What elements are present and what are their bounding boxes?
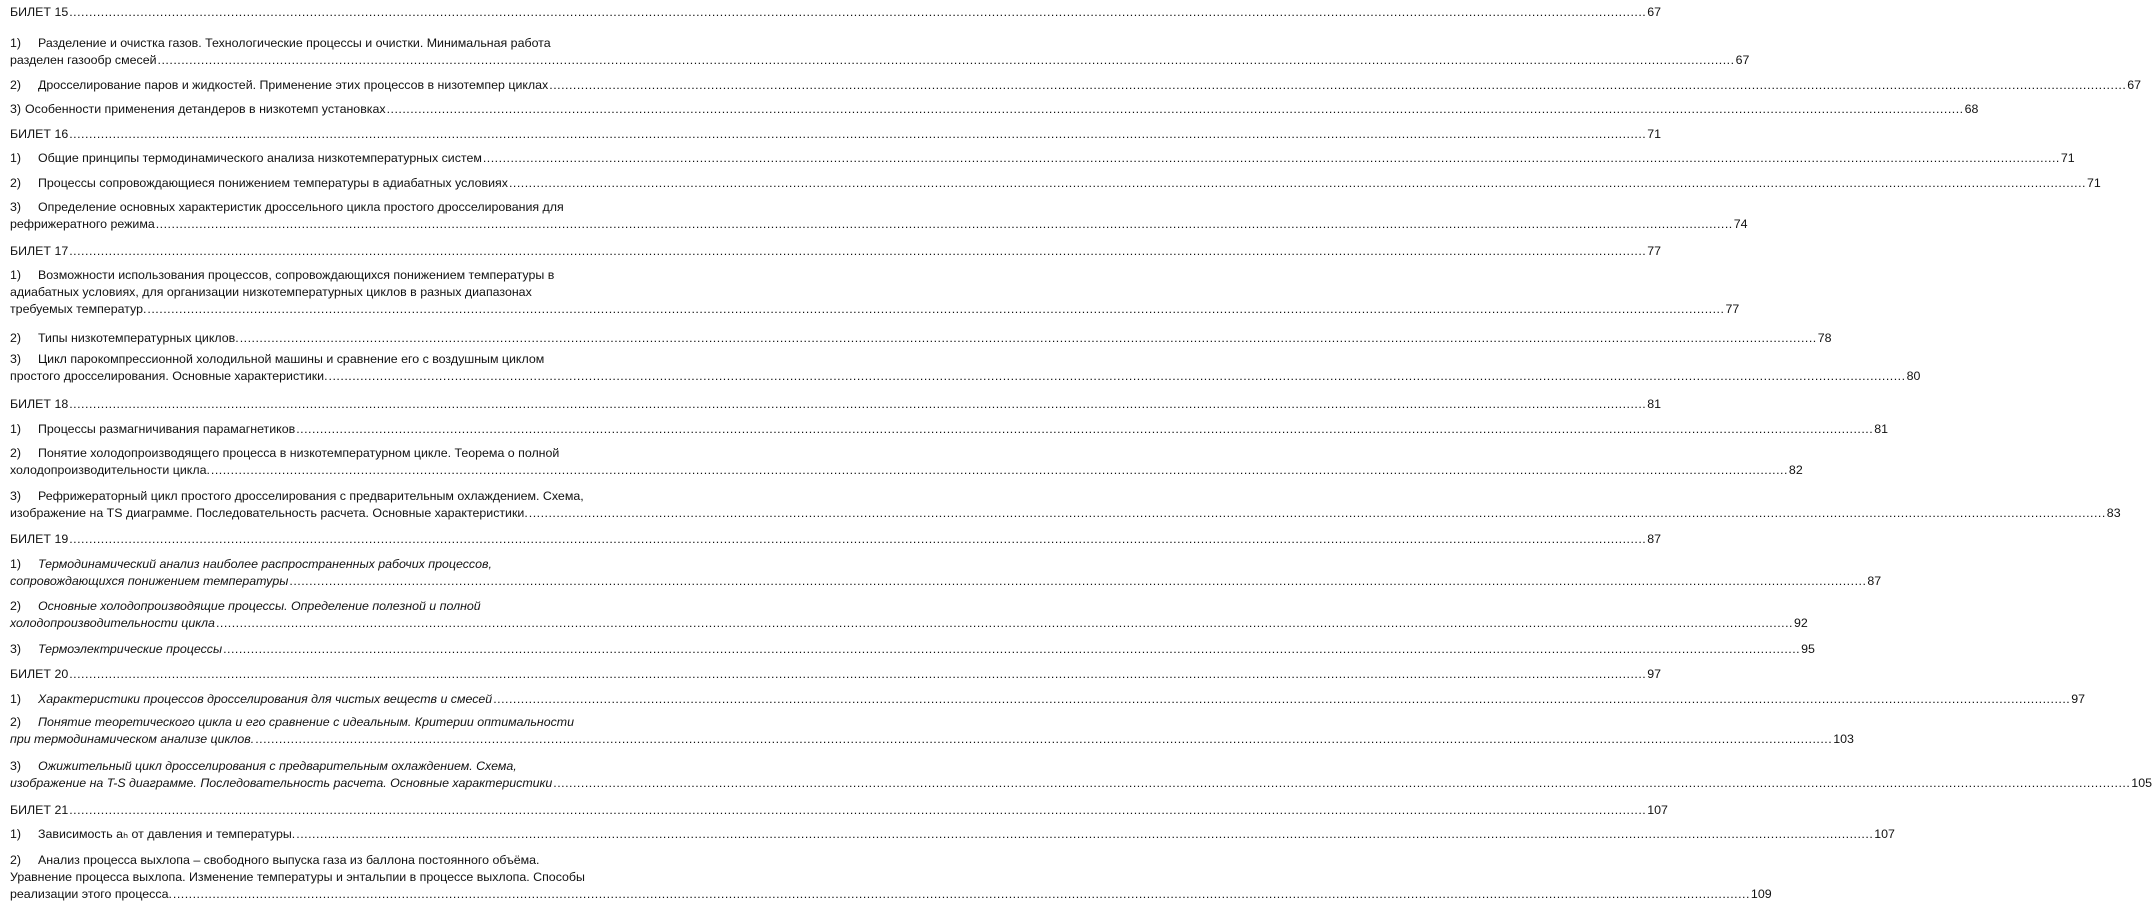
page-number: 78 — [1817, 331, 1832, 345]
toc-entry-line — [10, 488, 602, 505]
toc-entry-last-line — [10, 826, 1895, 843]
page-number: 67 — [2127, 78, 2142, 92]
toc-entry-line — [10, 714, 602, 731]
dot-leader: ................................................................................................................................................................................................................................................................................................................................................................................................................ — [328, 369, 1906, 383]
toc-question-entry[interactable] — [10, 758, 2152, 792]
dot-leader: ................................................................................................................................................................................................................................................................................................................................................................................................................ — [223, 642, 1801, 656]
toc-question-entry[interactable] — [10, 852, 1772, 903]
toc-question-text: сопровождающихся понижением температуры — [10, 574, 289, 588]
toc-question-entry[interactable] — [10, 101, 1979, 118]
dot-leader: ................................................................................................................................................................................................................................................................................................................................................................................................................ — [255, 732, 1833, 746]
toc-question-text: Понятие холодопроизводящего процесса в низкотемпературном цикле. Теорема о полной — [38, 446, 560, 460]
toc-entry-line — [10, 598, 602, 615]
dot-leader: ................................................................................................................................................................................................................................................................................................................................................................................................................ — [493, 692, 2071, 706]
toc-entry-line — [10, 35, 602, 52]
toc-question-entry[interactable] — [10, 641, 1815, 658]
toc-question-text: Анализ процесса выхлопа – свободного выпуска газа из баллона постоянного объёма. — [38, 853, 540, 867]
toc-question-entry[interactable] — [10, 826, 1895, 843]
page-number: 71 — [2086, 176, 2101, 190]
toc-question-entry[interactable] — [10, 691, 2086, 708]
toc-entry-last-line — [10, 573, 1882, 590]
toc-question-number: 2) — [10, 78, 22, 92]
dot-leader: ................................................................................................................................................................................................................................................................................................................................................................................................................ — [386, 102, 1964, 116]
dot-leader: ................................................................................................................................................................................................................................................................................................................................................................................................................ — [69, 667, 1647, 681]
toc-question-number: 1) — [10, 827, 22, 841]
toc-question-entry[interactable] — [10, 35, 1750, 69]
dot-leader: ................................................................................................................................................................................................................................................................................................................................................................................................................ — [528, 506, 2106, 520]
toc-question-text: Термоэлектрические процессы — [38, 642, 223, 656]
toc-entry-last-line — [10, 77, 2142, 94]
toc-question-number: 1) — [10, 422, 22, 436]
toc-question-text: Зависимость aₕ от давления и температуры. — [38, 827, 296, 841]
toc-question-text: Уравнение процесса выхлопа. Изменение температуры и энтальпии в процессе выхлопа. Способы — [10, 870, 585, 884]
page-number: 95 — [1801, 642, 1815, 656]
toc-question-entry[interactable] — [10, 199, 1748, 233]
toc-question-number: 1) — [10, 151, 22, 165]
toc-question-text: Понятие теоретического цикла и его сравнение с идеальным. Критерии оптимальности — [38, 715, 574, 729]
page-number: 105 — [2131, 776, 2152, 790]
toc-entry-last-line — [10, 531, 1662, 548]
toc-entry-last-line — [10, 216, 1748, 233]
page-number: 87 — [1647, 532, 1662, 546]
dot-leader: ................................................................................................................................................................................................................................................................................................................................................................................................................ — [210, 463, 1788, 477]
toc-question-text: холодопроизводительности цикла — [10, 616, 215, 630]
toc-ticket-heading[interactable] — [10, 802, 1668, 819]
dot-leader: ................................................................................................................................................................................................................................................................................................................................................................................................................ — [69, 803, 1647, 817]
toc-question-number: 1) — [10, 36, 22, 50]
dot-leader: ................................................................................................................................................................................................................................................................................................................................................................................................................ — [147, 302, 1725, 316]
toc-question-number: 2) — [10, 853, 22, 867]
dot-leader: ................................................................................................................................................................................................................................................................................................................................................................................................................ — [69, 532, 1647, 546]
dot-leader: ................................................................................................................................................................................................................................................................................................................................................................................................................ — [508, 176, 2086, 190]
dot-leader: ................................................................................................................................................................................................................................................................................................................................................................................................................ — [69, 5, 1647, 19]
toc-question-text: Процессы размагничивания парамагнетиков — [38, 422, 296, 436]
toc-question-number: 2) — [10, 599, 22, 613]
toc-entry-line — [10, 284, 602, 301]
toc-question-number: 2) — [10, 446, 22, 460]
toc-ticket-heading[interactable] — [10, 396, 1662, 413]
ticket-title: БИЛЕТ 18 — [10, 397, 69, 411]
page-number: 109 — [1750, 887, 1772, 901]
toc-question-entry[interactable] — [10, 175, 2101, 192]
toc-question-number: 3) — [10, 352, 22, 366]
page-number: 103 — [1833, 732, 1854, 746]
toc-entry-last-line — [10, 691, 2086, 708]
ticket-title: БИЛЕТ 15 — [10, 5, 69, 19]
toc-question-text: изображение на TS диаграмме. Последовательность расчета. Основные характеристики. — [10, 506, 528, 520]
toc-ticket-heading[interactable] — [10, 531, 1662, 548]
toc-question-number: 2) — [10, 176, 22, 190]
toc-entry-last-line — [10, 175, 2101, 192]
toc-question-number: 3) — [10, 200, 22, 214]
toc-entry-last-line — [10, 731, 1854, 748]
toc-question-number: 2) — [10, 715, 22, 729]
ticket-title: БИЛЕТ 21 — [10, 803, 69, 817]
toc-question-entry[interactable] — [10, 351, 1921, 385]
toc-question-number: 1) — [10, 557, 22, 571]
toc-question-entry[interactable] — [10, 488, 2121, 522]
toc-entry-line — [10, 869, 602, 886]
toc-ticket-heading[interactable] — [10, 4, 1662, 21]
toc-entry-last-line — [10, 301, 1740, 318]
toc-ticket-heading[interactable] — [10, 126, 1662, 143]
toc-question-text: Термодинамический анализ наиболее распространенных рабочих процессов, — [38, 557, 492, 571]
toc-entry-last-line — [10, 802, 1668, 819]
dot-leader: ................................................................................................................................................................................................................................................................................................................................................................................................................ — [549, 78, 2127, 92]
toc-question-text: Общие принципы термодинамического анализа низкотемпературных систем — [38, 151, 482, 165]
toc-question-text: Характеристики процессов дросселирования для чистых веществ и смесей — [38, 692, 493, 706]
toc-entry-last-line — [10, 330, 1832, 347]
toc-entry-line — [10, 758, 602, 775]
toc-question-text: требуемых температур. — [10, 302, 147, 316]
toc-entry-last-line — [10, 886, 1772, 903]
dot-leader: ................................................................................................................................................................................................................................................................................................................................................................................................................ — [239, 331, 1817, 345]
dot-leader: ................................................................................................................................................................................................................................................................................................................................................................................................................ — [553, 776, 2131, 790]
toc-entry-last-line — [10, 462, 1803, 479]
toc-question-entry[interactable] — [10, 330, 1832, 347]
toc-question-text: Типы низкотемпературных циклов. — [38, 331, 239, 345]
ticket-title: БИЛЕТ 20 — [10, 667, 69, 681]
toc-question-text: Дросселирование паров и жидкостей. Применение этих процессов в низотемпер циклах — [38, 78, 549, 92]
toc-question-number: 3) — [10, 759, 22, 773]
page-number: 107 — [1874, 827, 1895, 841]
toc-question-text: Разделение и очистка газов. Технологические процессы и очистки. Минимальная работа — [38, 36, 551, 50]
toc-entry-last-line — [10, 368, 1921, 385]
toc-question-number: 1) — [10, 692, 22, 706]
toc-question-text: простого дросселирования. Основные характеристики. — [10, 369, 328, 383]
toc-question-number: 3) — [10, 102, 22, 116]
toc-question-text: Особенности применения детандеров в низкотемп установках — [25, 102, 386, 116]
toc-question-text: Определение основных характеристик дроссельного цикла простого дросселирования для — [38, 200, 564, 214]
dot-leader: ................................................................................................................................................................................................................................................................................................................................................................................................................ — [296, 827, 1874, 841]
toc-entry-last-line — [10, 101, 1979, 118]
toc-question-text: разделен газообр смесей — [10, 53, 157, 67]
toc-question-entry[interactable] — [10, 150, 2075, 167]
toc-question-entry[interactable] — [10, 445, 1803, 479]
dot-leader: ................................................................................................................................................................................................................................................................................................................................................................................................................ — [482, 151, 2060, 165]
toc-question-text: Ожижительный цикл дросселирования с предварительным охлаждением. Схема, — [38, 759, 517, 773]
dot-leader: ................................................................................................................................................................................................................................................................................................................................................................................................................ — [215, 616, 1793, 630]
toc-entry-line — [10, 852, 602, 869]
dot-leader: ................................................................................................................................................................................................................................................................................................................................................................................................................ — [172, 887, 1750, 901]
toc-question-text: Рефрижераторный цикл простого дросселирования с предварительным охлаждением. Схема, — [38, 489, 584, 503]
toc-entry-line — [10, 556, 602, 573]
ticket-title: БИЛЕТ 17 — [10, 244, 69, 258]
toc-entry-line — [10, 267, 602, 284]
toc-entry-last-line — [10, 421, 1888, 438]
toc-question-number: 3) — [10, 642, 22, 656]
dot-leader: ................................................................................................................................................................................................................................................................................................................................................................................................................ — [69, 244, 1647, 258]
toc-question-number: 1) — [10, 268, 22, 282]
dot-leader: ................................................................................................................................................................................................................................................................................................................................................................................................................ — [69, 127, 1647, 141]
toc-question-text: изображение на T-S диаграмме. Последовательность расчета. Основные характеристики — [10, 776, 553, 790]
toc-entry-line — [10, 351, 602, 368]
toc-entry-last-line — [10, 641, 1815, 658]
toc-entry-last-line — [10, 150, 2075, 167]
page-number: 67 — [1735, 53, 1750, 67]
page-number: 87 — [1867, 574, 1882, 588]
toc-question-text: Процессы сопровождающиеся понижением температуры в адиабатных условиях — [38, 176, 508, 190]
page-number: 74 — [1733, 217, 1748, 231]
toc-question-text: адиабатных условиях, для организации низкотемпературных циклов в разных диапазонах — [10, 285, 532, 299]
toc-ticket-heading[interactable] — [10, 666, 1662, 683]
toc-ticket-heading[interactable] — [10, 243, 1662, 260]
page-number: 97 — [1647, 667, 1662, 681]
toc-entry-line — [10, 445, 602, 462]
dot-leader: ................................................................................................................................................................................................................................................................................................................................................................................................................ — [69, 397, 1647, 411]
ticket-title: БИЛЕТ 19 — [10, 532, 69, 546]
toc-question-number: 3) — [10, 489, 22, 503]
page-number: 68 — [1964, 102, 1979, 116]
page-number: 107 — [1647, 803, 1668, 817]
page-number: 67 — [1647, 5, 1662, 19]
toc-entry-last-line — [10, 775, 2152, 792]
toc-entry-last-line — [10, 505, 2121, 522]
page-number: 92 — [1793, 616, 1808, 630]
dot-leader: ................................................................................................................................................................................................................................................................................................................................................................................................................ — [155, 217, 1733, 231]
toc-entry-last-line — [10, 243, 1662, 260]
toc-entry-last-line — [10, 396, 1662, 413]
toc-question-entry[interactable] — [10, 267, 1740, 318]
toc-entry-last-line — [10, 615, 1808, 632]
toc-question-entry[interactable] — [10, 556, 1882, 590]
page-number: 81 — [1874, 422, 1888, 436]
toc-question-entry[interactable] — [10, 421, 1888, 438]
toc-question-text: холодопроизводительности цикла. — [10, 463, 210, 477]
toc-entry-last-line — [10, 52, 1750, 69]
dot-leader: ................................................................................................................................................................................................................................................................................................................................................................................................................ — [296, 422, 1874, 436]
ticket-title: БИЛЕТ 16 — [10, 127, 69, 141]
page-number: 80 — [1906, 369, 1921, 383]
dot-leader: ................................................................................................................................................................................................................................................................................................................................................................................................................ — [289, 574, 1867, 588]
toc-entry-last-line — [10, 666, 1662, 683]
toc-entry-last-line — [10, 4, 1662, 21]
toc-question-text: при термодинамическом анализе циклов. — [10, 732, 255, 746]
page-number: 82 — [1788, 463, 1803, 477]
toc-question-text: Основные холодопроизводящие процессы. Определение полезной и полной — [38, 599, 481, 613]
toc-question-entry[interactable] — [10, 77, 2142, 94]
page-number: 71 — [2060, 151, 2075, 165]
page-number: 81 — [1647, 397, 1662, 411]
toc-question-text: рефрижератного режима — [10, 217, 155, 231]
page-number: 71 — [1647, 127, 1662, 141]
toc-entry-line — [10, 199, 602, 216]
toc-question-entry[interactable] — [10, 598, 1808, 632]
page-number: 77 — [1725, 302, 1740, 316]
toc-question-entry[interactable] — [10, 714, 1854, 748]
page-number: 77 — [1647, 244, 1662, 258]
toc-entry-last-line — [10, 126, 1662, 143]
toc-question-text: Возможности использования процессов, сопровождающихся понижением температуры в — [38, 268, 555, 282]
toc-question-text: Цикл парокомпрессионной холодильной машины и сравнение его с воздушным циклом — [38, 352, 545, 366]
page-number: 97 — [2071, 692, 2086, 706]
toc-question-number: 2) — [10, 331, 22, 345]
page-number: 83 — [2106, 506, 2121, 520]
toc-question-text: реализации этого процесса. — [10, 887, 172, 901]
dot-leader: ................................................................................................................................................................................................................................................................................................................................................................................................................ — [157, 53, 1735, 67]
